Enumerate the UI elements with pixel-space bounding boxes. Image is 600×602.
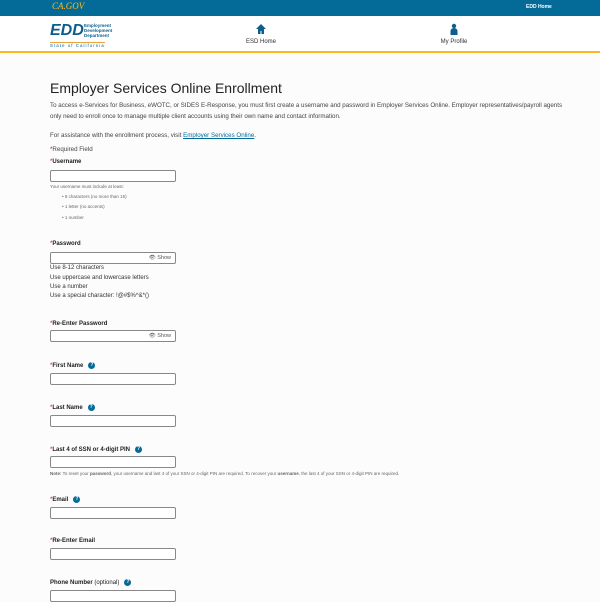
- label-text: Last Name: [52, 405, 83, 412]
- show-label: Show: [157, 255, 171, 261]
- reenter-email-input[interactable]: [50, 548, 176, 560]
- required-text: Required Field: [52, 146, 93, 153]
- email-input[interactable]: [50, 507, 176, 519]
- logo-state: State of California: [50, 43, 105, 48]
- first-name-label: *First Name ?: [50, 362, 94, 370]
- password-rule: Use a special character: !@#$%^&*(): [50, 293, 149, 299]
- optional-text: (optional): [94, 580, 120, 587]
- note-text: To reset your: [61, 471, 90, 476]
- first-name-input[interactable]: [50, 373, 176, 385]
- password-rule: Use a number: [50, 284, 88, 290]
- reenter-password-input[interactable]: [50, 330, 176, 342]
- username-hint: Your username must include at least:: [50, 184, 124, 189]
- label-text: Last 4 of SSN or 4-digit PIN: [52, 447, 131, 454]
- logo-line: Department: [84, 33, 110, 38]
- assist-suffix: .: [254, 132, 257, 139]
- header: [0, 16, 600, 53]
- show-password-button[interactable]: 👁 Show: [148, 333, 171, 339]
- username-label: *Username: [50, 159, 82, 165]
- label-text: Re-Enter Email: [52, 538, 96, 544]
- recovery-note: [50, 471, 570, 476]
- label-text: Phone Number: [50, 580, 93, 587]
- help-icon[interactable]: ?: [126, 579, 130, 585]
- username-input[interactable]: [50, 170, 176, 182]
- label-text: Re-Enter Password: [52, 321, 108, 327]
- rule-text: 8 characters (no more than 15): [64, 194, 127, 199]
- label-text: Password: [52, 241, 81, 247]
- show-label: Show: [157, 333, 171, 339]
- last-name-input[interactable]: [50, 415, 176, 427]
- rule-text: 1 letter (no accents): [64, 204, 105, 209]
- top-bar: [0, 0, 600, 16]
- help-icon[interactable]: ?: [75, 496, 79, 502]
- rule-text: 1 number: [64, 215, 84, 220]
- user-icon: [448, 23, 460, 35]
- reenter-email-label: *Re-Enter Email: [50, 538, 96, 544]
- ssn-input[interactable]: [50, 456, 176, 468]
- nav-esd-home[interactable]: [245, 23, 277, 45]
- password-input[interactable]: [50, 252, 176, 264]
- email-label: *Email ?: [50, 496, 79, 504]
- show-password-button[interactable]: 👁 Show: [148, 255, 171, 261]
- home-icon: [255, 23, 267, 35]
- logo-lines: [84, 23, 112, 38]
- note-text: , your username and last 4 of your SSN or 4-digit PIN are required. To recover your: [110, 471, 278, 476]
- ssn-label: *Last 4 of SSN or 4-digit PIN ?: [50, 446, 141, 454]
- label-text: First Name: [52, 363, 84, 370]
- label-text: Username: [52, 159, 82, 165]
- employer-services-online-link[interactable]: Employer Services Online: [183, 132, 255, 139]
- logo-abbr: EDD: [50, 22, 84, 39]
- username-rule: • 8 characters (no more than 15): [62, 194, 127, 199]
- note-bold: password: [89, 471, 111, 476]
- intro-text: To access e-Services for Business, eWOTC, or SIDES E-Response, you must first create a username and password in Employer Services Online. Employer representatives/payroll agents only need to enroll once to manage multiple client accounts using their own name and contact information.: [50, 102, 563, 120]
- nav-my-profile[interactable]: [437, 23, 471, 45]
- note-prefix: Note:: [50, 471, 62, 476]
- note-text: , the last 4 of your SSN or 4-digit PIN are required.: [298, 471, 400, 476]
- note-bold: username: [277, 471, 299, 476]
- reenter-password-label: *Re-Enter Password: [50, 321, 108, 327]
- logo-line: Employment: [84, 23, 112, 28]
- username-rule: • 1 number: [62, 215, 84, 220]
- phone-input[interactable]: [50, 590, 176, 602]
- edd-logo[interactable]: [50, 22, 120, 48]
- edd-home-link[interactable]: EDD Home: [526, 4, 552, 10]
- password-label: *Password: [50, 241, 81, 247]
- assistance-text: [50, 131, 570, 142]
- logo-line: Development: [84, 28, 113, 33]
- label-text: Email: [52, 497, 69, 504]
- nav-label: ESD Home: [245, 39, 276, 45]
- help-icon[interactable]: ?: [137, 446, 141, 452]
- password-rule: Use uppercase and lowercase letters: [50, 275, 149, 281]
- assist-prefix: For assistance with the enrollment process, visit: [50, 132, 184, 139]
- help-icon[interactable]: ?: [90, 362, 94, 368]
- username-rule: • 1 letter (no accents): [62, 204, 105, 209]
- help-icon[interactable]: ?: [89, 404, 93, 410]
- password-rule: Use 8-12 characters: [50, 265, 105, 271]
- last-name-label: *Last Name ?: [50, 404, 93, 412]
- nav-label: My Profile: [440, 39, 468, 45]
- phone-label: [50, 579, 131, 586]
- ca-gov-logo[interactable]: CA.GOV: [52, 1, 85, 11]
- page-title: Employer Services Online Enrollment: [50, 80, 282, 96]
- required-note: *Required Field: [50, 146, 93, 153]
